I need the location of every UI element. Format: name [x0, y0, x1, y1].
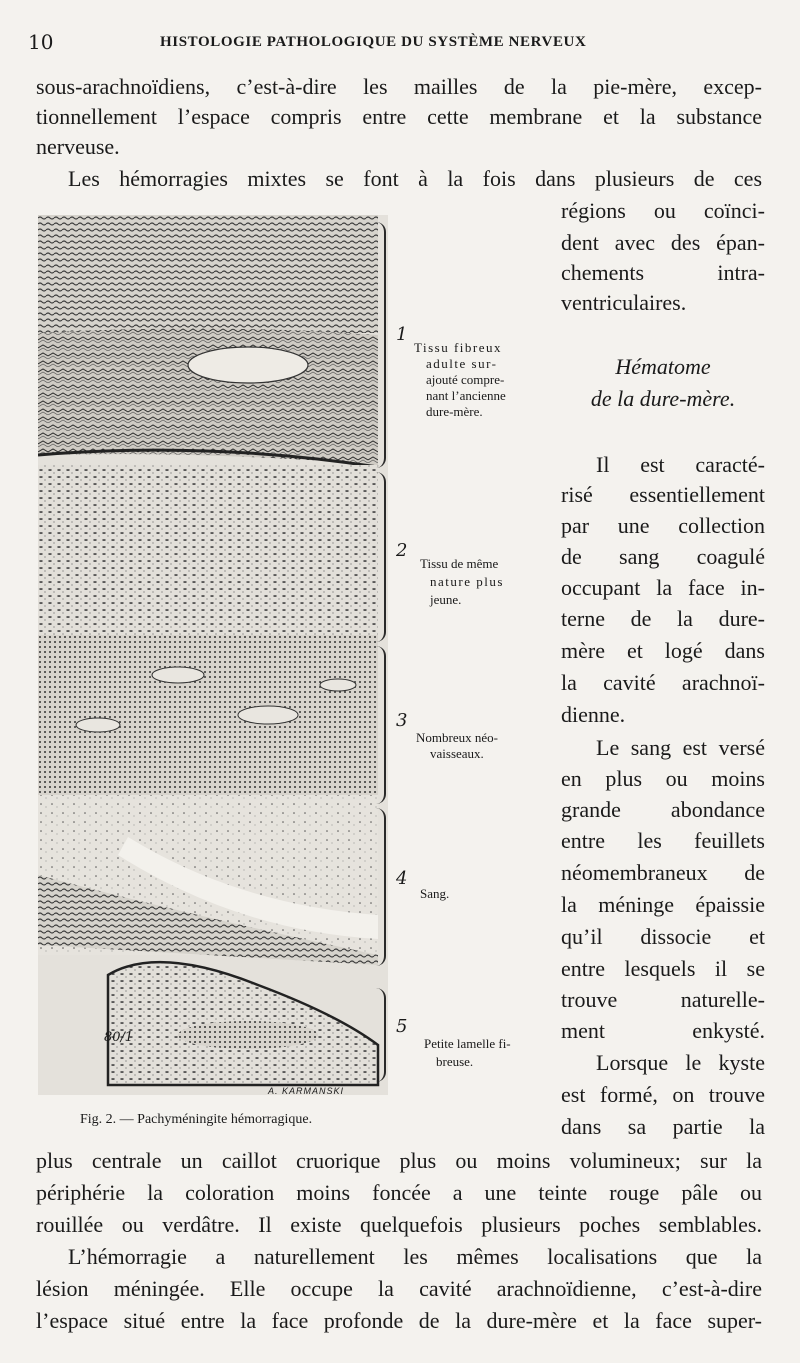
column-line: néomembraneux de — [561, 860, 765, 885]
figure-label-text: Tissu fibreux — [414, 340, 503, 355]
column-line: grande abondance — [561, 797, 765, 822]
text-line: périphérie la coloration moins foncée a une teinte rouge pâle ou — [36, 1180, 762, 1205]
column-line: risé essentiellement — [561, 482, 765, 507]
column-line: Il est caracté- — [596, 452, 765, 477]
figure-label-text: dure-mère. — [426, 404, 483, 419]
layer-bracket — [372, 646, 386, 804]
figure-label-text: Tissu de même — [420, 556, 499, 571]
figure-label-number: 3 — [396, 710, 408, 731]
column-line: ment enkysté. — [561, 1018, 765, 1043]
text-line: Les hémorragies mixtes se font à la fois dans plusieurs de ces — [68, 166, 762, 191]
text-line: tionnellement l’espace compris entre cette membrane et la substance — [36, 104, 762, 129]
figure-label-number: 2 — [396, 540, 408, 561]
engraver-signature: A. KARMANSKI — [268, 1086, 345, 1096]
magnification-scale: 80/1 — [104, 1030, 134, 1045]
column-line: de sang coagulé — [561, 544, 765, 569]
column-line: régions ou coïnci- — [561, 198, 765, 223]
column-line: est formé, on trouve — [561, 1082, 765, 1107]
figure-label-text: nant l’ancienne — [426, 388, 506, 403]
figure-label-text: Nombreux néo- — [416, 730, 498, 745]
figure-label-number: 4 — [396, 868, 408, 889]
section-heading: Hématome — [615, 354, 711, 379]
column-line: chements intra- — [561, 260, 765, 285]
figure-label-number: 5 — [396, 1016, 408, 1037]
figure-label-text: breuse. — [436, 1054, 474, 1069]
column-line: dienne. — [561, 702, 626, 727]
column-line: dent avec des épan- — [561, 230, 765, 255]
text-line: lésion méningée. Elle occupe la cavité arachnoïdienne, c’est-à-dire — [36, 1276, 762, 1301]
column-line: Lorsque le kyste — [596, 1050, 765, 1075]
layer-bracket — [372, 988, 386, 1082]
column-line: par une collection — [561, 513, 765, 538]
layer-bracket — [372, 808, 386, 966]
figure-label-text: Sang. — [420, 886, 450, 901]
histology-engraving — [38, 215, 388, 1095]
column-line: la méninge épaissie — [561, 892, 765, 917]
layer-bracket — [372, 222, 386, 468]
text-line: nerveuse. — [36, 134, 120, 159]
column-line: qu’il dissocie et — [561, 924, 765, 949]
figure-caption: Fig. 2. — Pachyméningite hémorragique. — [80, 1112, 313, 1127]
column-line: dans sa partie la — [561, 1114, 765, 1139]
column-line: entre les feuillets — [561, 828, 765, 853]
text-line: l’espace situé entre la face profonde de la dure-mère et la face super- — [36, 1308, 762, 1333]
figure-label-text: jeune. — [430, 592, 462, 607]
column-line: Le sang est versé — [596, 735, 765, 760]
layer-bracket — [372, 472, 386, 642]
page-number: 10 — [28, 30, 54, 54]
column-line: trouve naturelle- — [561, 987, 765, 1012]
column-line: en plus ou moins — [561, 766, 765, 791]
text-line: plus centrale un caillot cruorique plus ou moins volumineux; sur la — [36, 1148, 762, 1173]
column-line: terne de la dure- — [561, 606, 765, 631]
text-line: L’hémorragie a naturellement les mêmes localisations que la — [68, 1244, 762, 1269]
figure-label-text: nature plus — [430, 574, 504, 589]
column-line: mère et logé dans — [561, 638, 765, 663]
page-header — [28, 28, 768, 58]
column-line: entre lesquels il se — [561, 956, 765, 981]
text-line: rouillée ou verdâtre. Il existe quelquefois plusieurs poches semblables. — [36, 1212, 762, 1237]
running-title: HISTOLOGIE PATHOLOGIQUE DU SYSTÈME NERVEUX — [160, 34, 587, 50]
column-line: ventriculaires. — [561, 290, 687, 315]
column-line: la cavité arachnoï- — [561, 670, 765, 695]
text-line: sous-arachnoïdiens, c’est-à-dire les mailles de la pie-mère, excep- — [36, 74, 762, 99]
figure-label-number: 1 — [396, 324, 408, 345]
figure-label-text: ajouté compre- — [426, 372, 505, 387]
figure-label-text: vaisseaux. — [430, 746, 484, 761]
figure-label-text: adulte sur- — [426, 356, 498, 371]
figure-label-text: Petite lamelle fi- — [424, 1036, 511, 1051]
section-heading: de la dure-mère. — [590, 386, 736, 411]
column-line: occupant la face in- — [561, 575, 765, 600]
